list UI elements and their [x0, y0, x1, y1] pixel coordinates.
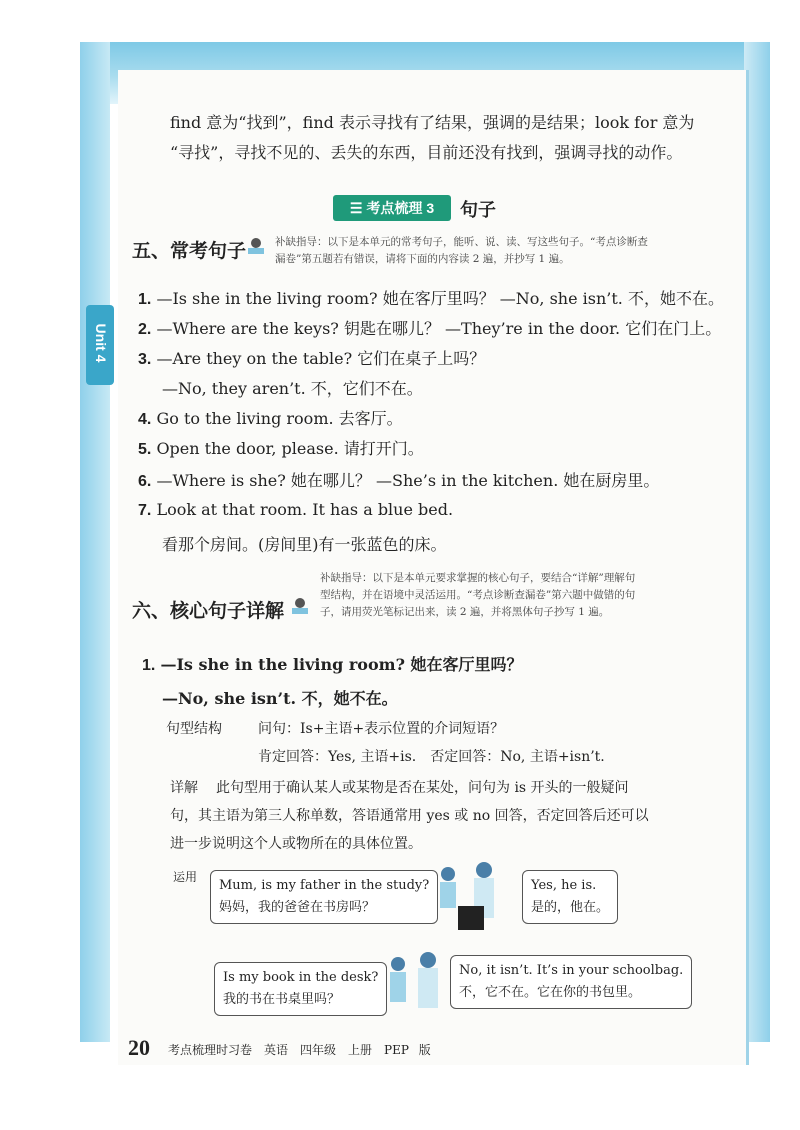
section-badge: [333, 195, 451, 221]
part6-note-1: 补缺指导：以下是本单元要求掌握的核心句子，要结合“详解”理解句: [320, 572, 636, 584]
unit-tab: [86, 305, 114, 385]
item-text: Go to the living room. 去客厅。: [156, 409, 403, 428]
usage-label: 运用: [173, 870, 198, 884]
list-item: [138, 500, 453, 520]
item-text: 看那个房间。(房间里)有一张蓝色的床。: [162, 535, 447, 554]
item-number: 1.: [142, 657, 156, 674]
item-number: 6.: [138, 473, 152, 490]
item-number: 7.: [138, 502, 152, 519]
detail-label: 详解: [170, 780, 198, 796]
children-illustration: [378, 950, 448, 1020]
list-item: [138, 436, 424, 459]
footer-text: 考点梳理时习卷 英语 四年级 上册 PEP 版: [168, 1043, 431, 1057]
bubble-4-english: No, it isn’t. It’s in your schoolbag.: [459, 963, 684, 978]
item-text: —No, they aren’t. 不，它们不在。: [162, 379, 423, 398]
core-sentence-question: [142, 652, 523, 675]
left-decor-band: [80, 42, 110, 1042]
item-text: —Where is she? 她在哪儿？ —She’s in the kitchen. 她在厨房里。: [156, 471, 660, 490]
bubble-3-chinese: 我的书在书桌里吗？: [223, 992, 341, 1007]
list-item: [138, 406, 403, 429]
item-text: —Are they on the table? 它们在桌子上吗？: [156, 349, 486, 368]
bubble-2-english: Yes, he is.: [531, 878, 597, 893]
list-icon: ☰: [349, 199, 363, 216]
item-text: —Where are the keys? 钥匙在哪儿？ —They’re in the door. 它们在门上。: [156, 319, 722, 338]
page-number: 20: [128, 1035, 150, 1060]
part5-note-2: 漏卷”第五题若有错误，请将下面的内容读 2 遍，并抄写 1 遍。: [275, 253, 570, 265]
bubble-2-chinese: 是的，他在。: [531, 900, 610, 915]
part6-heading: 六、核心句子详解: [132, 600, 285, 622]
part6-note-3: 子，请用荧光笔标记出来，读 2 遍，并将黑体句子抄写 1 遍。: [320, 606, 610, 618]
bubble-1-chinese: 妈妈，我的爸爸在书房吗？: [219, 900, 376, 915]
item-number: 1.: [138, 291, 152, 308]
reading-kid-icon: [244, 236, 268, 256]
structure-label: 句型结构: [166, 721, 222, 737]
bubble-1-english: Mum, is my father in the study?: [219, 878, 430, 893]
core-question-text: —Is she in the living room? 她在客厅里吗？: [160, 655, 523, 674]
section-badge-label: 考点梳理 3: [366, 200, 435, 216]
part6-note-2: 型结构，并在语境中灵活运用。“考点诊断查漏卷”第六题中做错的句: [320, 589, 636, 601]
item-text: —Is she in the living room? 她在客厅里吗？ —No, she isn’t. 不，她不在。: [156, 289, 724, 308]
bubble-4-chinese: 不，它不在。它在你的书包里。: [459, 985, 642, 1000]
item-number: 4.: [138, 411, 152, 428]
speech-bubble-4: [450, 955, 692, 1009]
list-item: [138, 468, 659, 491]
list-item: [138, 346, 485, 369]
speech-bubble-3: [214, 962, 387, 1016]
structure-question: 问句：Is+主语+表示位置的介词短语？: [258, 721, 505, 737]
detail-line-3: 进一步说明这个人或物所在的具体位置。: [170, 836, 422, 852]
item-number: 5.: [138, 441, 152, 458]
list-item: [162, 376, 423, 399]
core-sentence-answer: —No, she isn’t. 不，她不在。: [162, 689, 398, 708]
list-item: [138, 316, 721, 339]
item-text: Look at that room. It has a blue bed.: [156, 500, 454, 519]
section-title: 句子: [460, 200, 496, 221]
item-number: 3.: [138, 351, 152, 368]
list-item: [162, 532, 447, 555]
part5-note-1: 补缺指导：以下是本单元的常考句子，能听、说、读、写这些句子。“考点诊断查: [275, 236, 648, 248]
list-item: [138, 286, 724, 309]
intro-line-2: “寻找”，寻找不见的、丢失的东西，目前还没有找到，强调寻找的动作。: [170, 143, 683, 162]
speech-bubble-1: [210, 870, 438, 924]
structure-answer: 肯定回答：Yes, 主语+is. 否定回答：No, 主语+isn’t.: [258, 749, 605, 765]
intro-line-1: find 意为“找到”，find 表示寻找有了结果，强调的是结果；look for 意为: [170, 113, 695, 132]
detail-line-1: 此句型用于确认某人或某物是否在某处，问句为 is 开头的一般疑问: [216, 780, 629, 796]
item-text: Open the door, please. 请打开门。: [156, 439, 424, 458]
detail-line-2: 句，其主语为第三人称单数，答语通常用 yes 或 no 回答，否定回答后还可以: [170, 808, 649, 824]
bubble-3-english: Is my book in the desk?: [223, 970, 379, 985]
item-number: 2.: [138, 321, 152, 338]
mother-child-illustration: [428, 860, 518, 940]
speech-bubble-2: [522, 870, 618, 924]
reading-kid-icon: [288, 596, 312, 616]
part5-heading: 五、常考句子: [132, 240, 247, 262]
unit-tab-label: Unit 4: [93, 323, 109, 363]
